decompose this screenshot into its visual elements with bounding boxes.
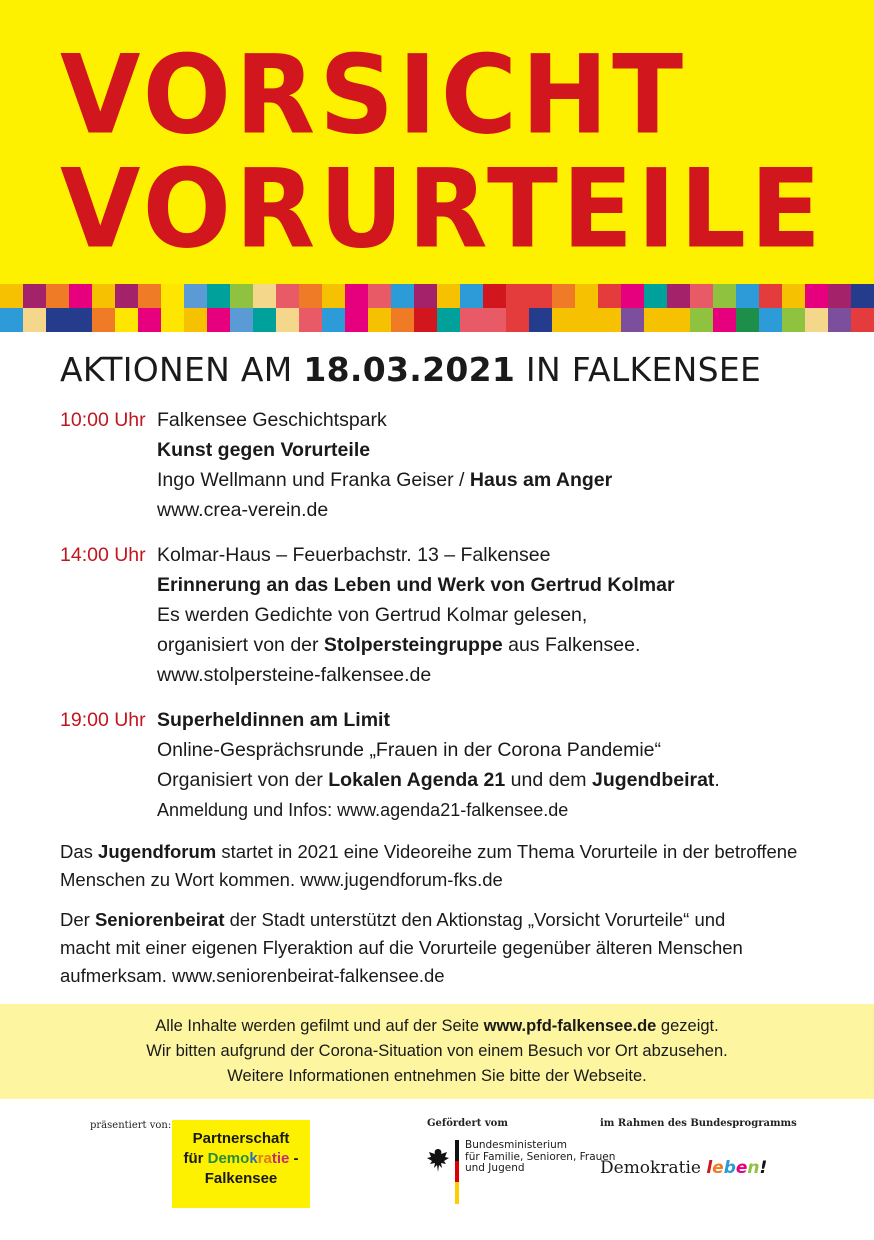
mosaic-tile (391, 284, 414, 308)
event-title: Superheldinnen am Limit (157, 709, 390, 731)
event-organizers: organisiert von der Stolpersteingruppe aus Falkensee. (157, 634, 641, 656)
leben-letter: e (735, 1158, 748, 1178)
mosaic-tile (851, 284, 874, 308)
mosaic-tile (736, 308, 759, 332)
mosaic-tile (253, 284, 276, 308)
leben-letter: n (747, 1158, 760, 1178)
mosaic-tile (644, 308, 667, 332)
mosaic-tile (138, 284, 161, 308)
federal-eagle-icon (425, 1146, 451, 1176)
ministry-name: Bundesministerium für Familie, Senioren, Frauen und Jugend (465, 1139, 616, 1174)
mosaic-tile (322, 308, 345, 332)
event-website[interactable]: www.stolpersteine-falkensee.de (157, 664, 432, 686)
mosaic-tile (529, 284, 552, 308)
title-banner (0, 0, 874, 284)
event-time: 19:00 Uhr (60, 709, 146, 731)
mosaic-tile (345, 284, 368, 308)
mosaic-tile (713, 308, 736, 332)
mosaic-tile (184, 308, 207, 332)
title-vorurteile: VORURTEILE (60, 144, 826, 273)
color-mosaic-strip (0, 284, 874, 332)
mosaic-tile (92, 284, 115, 308)
mosaic-tile (322, 284, 345, 308)
event-title: Erinnerung an das Leben und Werk von Gertrud Kolmar (157, 574, 675, 596)
mosaic-tile (483, 308, 506, 332)
mosaic-tile (828, 308, 851, 332)
mosaic-tile (161, 284, 184, 308)
mosaic-tile (253, 308, 276, 332)
mosaic-tile (713, 284, 736, 308)
mosaic-tile (575, 308, 598, 332)
mosaic-tile (828, 284, 851, 308)
bmfsfj-logo (425, 1139, 616, 1210)
pfd-falkensee-logo: Partnerschaft für Demokratie - Falkensee (172, 1120, 310, 1208)
info-box: Alle Inhalte werden gefilmt und auf der Seite www.pfd-falkensee.de gezeigt. Wir bitten aufgrund der Corona-Situation von einem Besuch vor Ort abzusehen. Weitere Informationen entnehmen Sie bitte der Webseite. (0, 1004, 874, 1099)
event-location: Kolmar-Haus – Feuerbachstr. 13 – Falkensee (157, 544, 551, 566)
mosaic-tile (207, 284, 230, 308)
heading-suffix: IN FALKENSEE (515, 350, 762, 389)
leben-wordmark (706, 1158, 767, 1178)
mosaic-tile (299, 308, 322, 332)
event-1000 (60, 405, 840, 525)
mosaic-tile (276, 284, 299, 308)
mosaic-tile (437, 284, 460, 308)
mosaic-tile (299, 284, 322, 308)
mosaic-tile (805, 308, 828, 332)
mosaic-tile (184, 284, 207, 308)
leben-letter: b (723, 1158, 736, 1178)
mosaic-tile (460, 308, 483, 332)
german-flag-bar (455, 1140, 459, 1204)
mosaic-tile (161, 308, 184, 332)
mosaic-tile (805, 284, 828, 308)
mosaic-tile (759, 284, 782, 308)
mosaic-tile (391, 308, 414, 332)
leben-letter: e (712, 1158, 724, 1178)
event-website[interactable]: www.crea-verein.de (157, 499, 329, 521)
mosaic-tile (529, 308, 552, 332)
event-description: Es werden Gedichte von Gertrud Kolmar gelesen, (157, 604, 588, 626)
mosaic-tile (207, 308, 230, 332)
mosaic-tile (115, 284, 138, 308)
mosaic-tile (851, 308, 874, 332)
seniorenbeirat-paragraph: Der Seniorenbeirat der Stadt unterstützt den Aktionstag „Vorsicht Vorurteile“ und macht mit einer eigenen Flyeraktion auf die Vorurteile gegenüber älteren Menschen aufmerksam. www.seniorenbeirat-falkensee.de (60, 909, 743, 986)
title-vorsicht: VORSICHT (60, 30, 688, 159)
mosaic-tile (69, 308, 92, 332)
mosaic-tile (276, 308, 299, 332)
mosaic-tile (230, 284, 253, 308)
event-1900 (60, 705, 840, 825)
mosaic-tile (138, 308, 161, 332)
event-description: Online-Gesprächsrunde „Frauen in der Corona Pandemie“ (157, 739, 662, 761)
mosaic-tile (46, 284, 69, 308)
event-time: 10:00 Uhr (60, 409, 146, 431)
mosaic-tile (345, 308, 368, 332)
mosaic-tile (0, 308, 23, 332)
leben-letter: ! (759, 1158, 768, 1178)
mosaic-tile (230, 308, 253, 332)
mosaic-tile (782, 308, 805, 332)
heading-date: 18.03.2021 (303, 350, 516, 389)
event-registration[interactable]: Anmeldung und Infos: www.agenda21-falkensee.de (157, 800, 569, 820)
mosaic-tile (667, 308, 690, 332)
mosaic-tile (46, 308, 69, 332)
mosaic-tile (23, 308, 46, 332)
mosaic-tile (437, 308, 460, 332)
mosaic-tile (552, 308, 575, 332)
mosaic-tile (690, 284, 713, 308)
mosaic-tile (644, 284, 667, 308)
mosaic-tile (414, 284, 437, 308)
demokratie-leben-logo: Demokratie leben! (600, 1158, 768, 1178)
mosaic-tile (736, 284, 759, 308)
mosaic-tile (368, 284, 391, 308)
mosaic-tile (598, 308, 621, 332)
mosaic-tile (667, 284, 690, 308)
mosaic-tile (115, 308, 138, 332)
mosaic-tile (23, 284, 46, 308)
leben-letter: l (706, 1158, 713, 1178)
jugendforum-paragraph: Das Jugendforum startet in 2021 eine Videoreihe zum Thema Vorurteile in der betroffene Menschen zu Wort kommen. www.jugendforum-fks.de (60, 841, 798, 890)
funded-by-label: Gefördert vom (427, 1118, 508, 1129)
mosaic-tile (506, 284, 529, 308)
event-time: 14:00 Uhr (60, 544, 146, 566)
mosaic-tile (782, 284, 805, 308)
mosaic-tile (552, 284, 575, 308)
event-location: Falkensee Geschichtspark (157, 409, 387, 431)
presented-by-label: präsentiert von: (90, 1120, 172, 1131)
mosaic-tile (690, 308, 713, 332)
mosaic-tile (506, 308, 529, 332)
mosaic-tile (598, 284, 621, 308)
mosaic-tile (621, 308, 644, 332)
event-date-heading (60, 350, 761, 389)
mosaic-tile (575, 284, 598, 308)
programme-label: im Rahmen des Bundesprogramms (600, 1118, 797, 1129)
mosaic-tile (0, 284, 23, 308)
mosaic-tile (621, 284, 644, 308)
event-organizers: Organisiert von der Lokalen Agenda 21 und dem Jugendbeirat. (157, 769, 720, 791)
mosaic-tile (414, 308, 437, 332)
event-organizers: Ingo Wellmann und Franka Geiser / Haus am Anger (157, 469, 613, 491)
pfd-website-link[interactable]: www.pfd-falkensee.de (483, 1017, 657, 1035)
mosaic-tile (759, 308, 782, 332)
mosaic-tile (483, 284, 506, 308)
event-1400 (60, 540, 840, 690)
mosaic-tile (69, 284, 92, 308)
mosaic-tile (460, 284, 483, 308)
mosaic-tile (92, 308, 115, 332)
mosaic-tile (368, 308, 391, 332)
heading-prefix: AKTIONEN AM (60, 350, 304, 389)
event-title: Kunst gegen Vorurteile (157, 439, 371, 461)
